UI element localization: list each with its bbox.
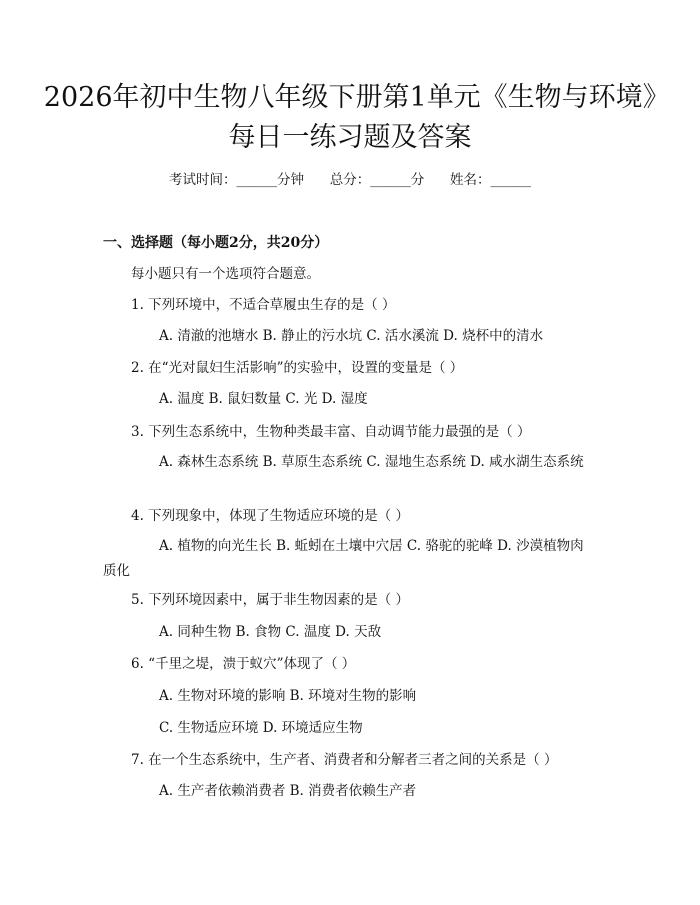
- question-4-stem: 4. 下列现象中，体现了生物适应环境的是（ ）: [131, 508, 409, 524]
- question-6-stem: 6. “千里之堤，溃于蚁穴”体现了（ ）: [131, 656, 356, 672]
- document-title: 2026年初中生物八年级下册第1单元《生物与环境》每日一练习题及答案: [43, 82, 657, 153]
- question-6-options-1: A. 生物对环境的影响 B. 环境对生物的影响: [159, 688, 417, 704]
- section-heading: 一、选择题（每小题2分，共20分）: [103, 235, 329, 251]
- question-2-options: A. 温度 B. 鼠妇数量 C. 光 D. 湿度: [159, 391, 368, 407]
- question-6-options-2: C. 生物适应环境 D. 环境适应生物: [159, 720, 363, 736]
- question-7-options: A. 生产者依赖消费者 B. 消费者依赖生产者: [159, 783, 417, 799]
- question-5-options: A. 同种生物 B. 食物 C. 温度 D. 天敌: [159, 624, 382, 640]
- question-1-stem: 1. 下列环境中，不适合草履虫生存的是（ ）: [131, 297, 396, 313]
- question-3-options: A. 森林生态系统 B. 草原生态系统 C. 湿地生态系统 D. 咸水湖生态系统: [159, 454, 584, 470]
- exam-meta-line: 考试时间：______分钟 总分：______分 姓名：______: [169, 172, 531, 188]
- question-4-options: A. 植物的向光生长 B. 蚯蚓在土壤中穴居 C. 骆驼的驼峰 D. 沙漠植物肉质化: [103, 538, 584, 579]
- question-5-stem: 5. 下列环境因素中，属于非生物因素的是（ ）: [131, 592, 409, 608]
- question-7-stem: 7. 在一个生态系统中，生产者、消费者和分解者三者之间的关系是（ ）: [131, 752, 558, 768]
- section-instruction: 每小题只有一个选项符合题意。: [131, 266, 320, 282]
- question-3-stem: 3. 下列生态系统中，生物种类最丰富、自动调节能力最强的是（ ）: [131, 424, 531, 440]
- question-2-stem: 2. 在“光对鼠妇生活影响”的实验中，设置的变量是（ ）: [131, 360, 464, 376]
- question-1-options: A. 清澈的池塘水 B. 静止的污水坑 C. 活水溪流 D. 烧杯中的清水: [159, 328, 544, 344]
